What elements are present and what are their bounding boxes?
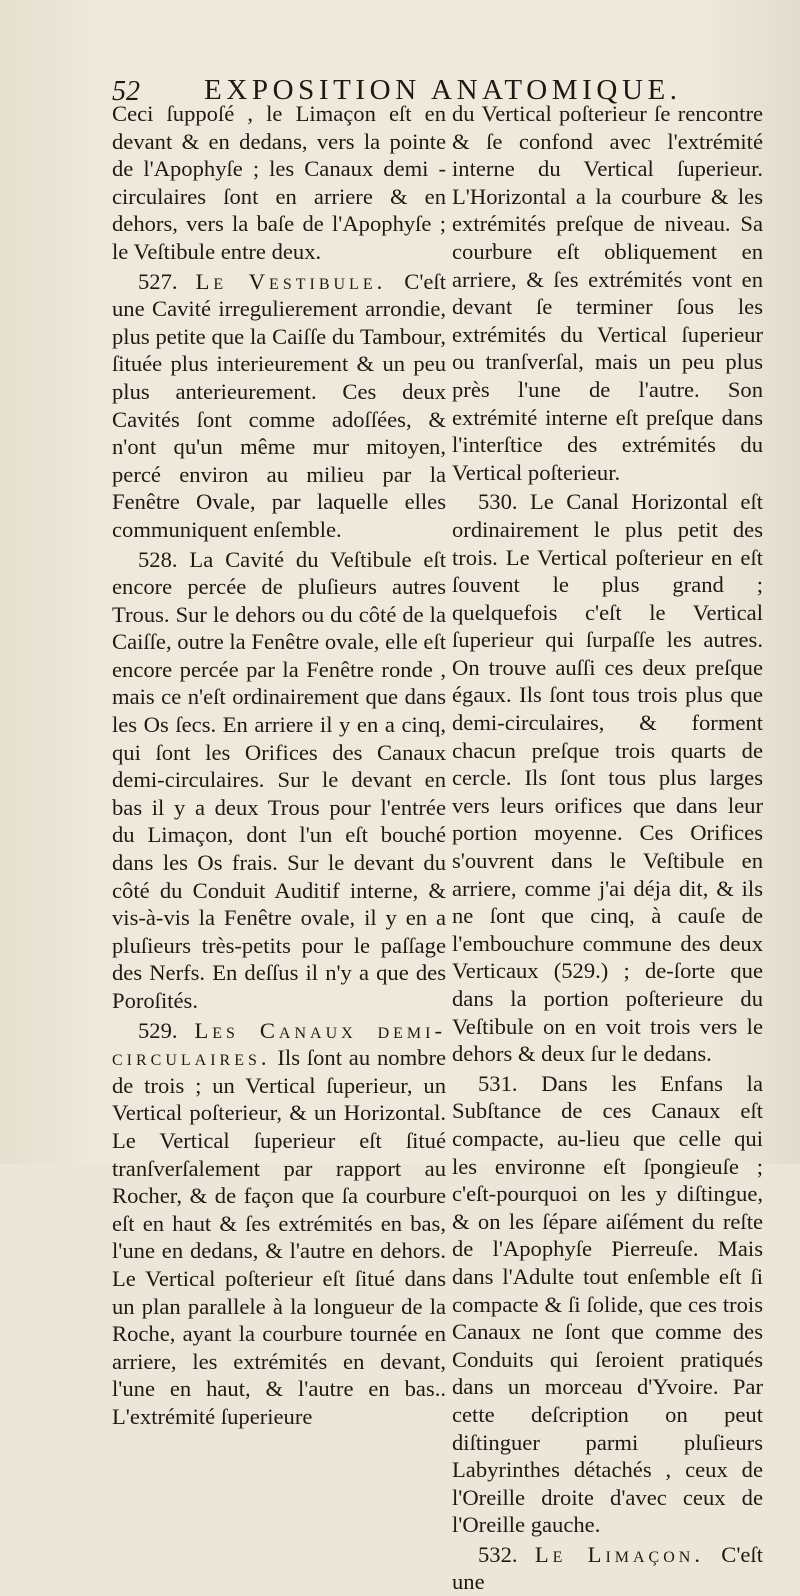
paragraph-text: Ceci ſuppoſé , le Limaçon eſt en devant & en dedans, vers la pointe de l'Apophyſe ; les Canaux demi - circulaires ſont en arriere & en dehors, vers la baſe de l'Apophyſe ; le Veſtibule entre deux. bbox=[112, 101, 446, 264]
paragraph-number: 528. bbox=[138, 546, 178, 572]
right-column bbox=[452, 100, 763, 1596]
paragraph-number: 527. bbox=[138, 268, 178, 294]
section-heading: Les Canaux demi-circulaires. bbox=[112, 1017, 446, 1071]
paragraph-number: 531. bbox=[478, 1070, 518, 1096]
paragraph-number: 529. bbox=[138, 1017, 178, 1043]
paragraph-text: C'eſt une bbox=[452, 1541, 763, 1595]
page-number: 52 bbox=[112, 76, 140, 107]
paragraph-text: Ils ſont au nombre de trois ; un Vertical ſuperieur, un Vertical poſterieur, & un Horizontal. Le Vertical ſuperieur eſt ſitué tranſverſalement par rapport au Rocher, & de façon que ſa courbure eſt en haut & ſes extrémités en bas, l'une en dedans, & l'autre en dehors. Le Vertical poſterieur eſt ſitué dans un plan parallele à la longueur de la Roche, ayant la courbure tournée en arriere, les extrémités en devant, l'une en haut, & l'autre en bas.. L'extrémité ſuperieure bbox=[112, 1045, 446, 1429]
paragraph-text: La Cavité du Veſtibule eſt encore percée de pluſieurs autres Trous. Sur le dehors ou du côté de la Caiſſe, outre la Fenêtre ovale, elle eſt encore percée par la Fenêtre ronde , mais ce n'eſt ordinairement que dans les Os ſecs. En arriere il y en a cinq, qui ſont les Orifices des Canaux demi-circulaires. Sur le devant en bas il y a deux Trous pour l'entrée du Limaçon, dont l'un eſt bouché dans les Os frais. Sur le devant du côté du Conduit Auditif interne, & vis-à-vis la Fenêtre ovale, il y en a pluſieurs très-petits pour le paſſage des Nerfs. En deſſus il n'y a que des Poroſités. bbox=[112, 546, 446, 1013]
paragraph-530 bbox=[452, 488, 763, 1067]
paragraph-528 bbox=[112, 546, 446, 1015]
paragraph-text: du Vertical poſterieur ſe rencontre & ſe confond avec l'extrémité interne du Vertical ſuperieur. L'Horizontal a la courbure & les extrémités preſque de niveau. Sa courbure eſt obliquement en arriere, & ſes extrémités vont en devant ſe terminer ſous les extrémités du Vertical ſuperieur ou tranſverſal, mais un peu plus près l'une de l'autre. Son extrémité interne eſt preſque dans l'interſtice des extrémités du Vertical poſterieur. bbox=[452, 101, 763, 485]
section-heading: Le Limaçon. bbox=[534, 1541, 704, 1567]
paragraph-527 bbox=[112, 268, 446, 544]
paragraph-continuation bbox=[112, 100, 446, 266]
section-heading: Le Vestibule. bbox=[195, 268, 387, 294]
running-title: EXPOSITION ANATOMIQUE. bbox=[204, 74, 682, 106]
paragraph-text: Dans les Enfans la Subſtance de ces Canaux eſt compacte, au-lieu que celle qui les environne eſt ſpongieuſe ; c'eſt-pourquoi on les y diſtingue, & on les ſépare aiſément du reſte de l'Apophyſe Pierreuſe. Mais dans l'Adulte tout enſemble eſt ſi compacte & ſi ſolide, que ces trois Canaux ne ſont que comme des Conduits qui ſeroient pratiqués dans un morceau d'Yvoire. Par cette deſcription on peut diſtinguer parmi pluſieurs Labyrinthes détachés , ceux de l'Oreille droite d'avec ceux de l'Oreille gauche. bbox=[452, 1070, 763, 1538]
paragraph-531 bbox=[452, 1070, 763, 1539]
paragraph-number: 530. bbox=[478, 489, 518, 515]
paragraph-text: Le Canal Horizontal eſt ordinairement le plus petit des trois. Le Vertical poſterieur en eſt ſouvent le plus grand ; quelquefois c'eſt le Vertical ſuperieur qui ſurpaſſe les autres. On trouve auſſi ces deux preſque égaux. Ils ſont tous trois plus que demi-circulaires, & forment chacun preſque trois quarts de cercle. Ils ſont tous plus larges vers leurs orifices que dans leur portion moyenne. Ces Orifices s'ouvrent dans le Veſtibule en arriere, comme j'ai déja dit, & ils ne ſont que cinq, à cauſe de l'embouchure commune des deux Verticaux (529.) ; de-ſorte que dans la portion poſterieure du Veſtibule on en voit trois vers le dehors & deux ſur le dedans. bbox=[452, 489, 763, 1067]
left-column bbox=[112, 100, 446, 1431]
paragraph-529 bbox=[112, 1017, 446, 1431]
paragraph-number: 532. bbox=[478, 1541, 518, 1567]
paragraph-continuation bbox=[452, 100, 763, 486]
paragraph-532 bbox=[452, 1541, 763, 1596]
paragraph-text: C'eſt une Cavité irregulierement arrondie, plus petite que la Caiſſe du Tambour, ſituée plus interieurement & un peu plus anterieurement. Ces deux Cavités ſont comme adoſſées, & n'ont qu'un même mur mitoyen, percé environ au milieu par la Fenêtre Ovale, par laquelle elles communiquent enſemble. bbox=[112, 268, 446, 542]
